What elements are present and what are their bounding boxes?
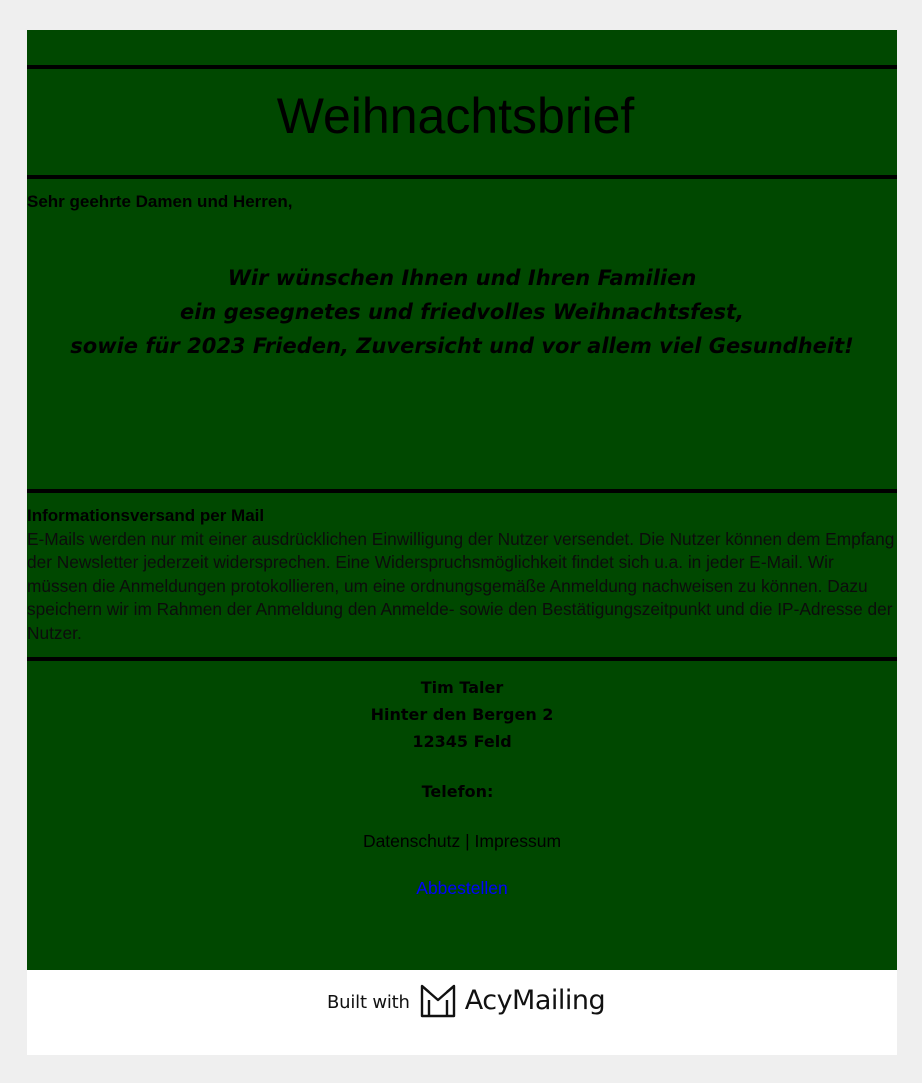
info-heading: Informationsversand per Mail [27,506,265,525]
divider-footer [27,657,897,661]
legal-links [27,829,897,853]
christmas-greeting [27,261,897,363]
brand-name: AcyMailing [464,985,606,1016]
sender-address [27,674,897,755]
privacy-link[interactable]: Datenschutz [362,831,461,851]
greeting-line: Wir wünschen Ihnen und Ihren Familien [227,266,697,290]
info-text: E-Mails werden nur mit einer ausdrücklichen Einwilligung der Nutzer versendet. Die Nutzer können dem Empfang der Newsletter jederzeit widersprechen. Eine Widerspruchsmöglichkeit findet sich u.a. in jeder E-Mail. Wir müssen die Anmeldungen protokollieren, um eine ordnungsgemäße Anmeldung nachweisen zu können. Dazu speichern wir im Rahmen der Anmeldung den Anmelde- sowie den Bestätigungszeitpunkt und die IP-Adresse der Nutzer. [27,529,895,643]
imprint-link[interactable]: Impressum [474,831,562,851]
sender-street: Hinter den Bergen 2 [370,705,554,724]
unsubscribe-row [27,876,897,900]
greeting-line: ein gesegnetes und friedvolles Weihnachtsfest, [180,300,744,324]
acymailing-logo-icon [419,983,457,1019]
divider-top [27,65,897,69]
acymailing-branding[interactable] [327,982,605,1020]
sender-city: 12345 Feld [412,732,512,751]
greeting-line: sowie für 2023 Frieden, Zuversicht und vor allem viel Gesundheit! [70,334,854,358]
unsubscribe-link[interactable]: Abbestellen [416,878,508,898]
phone-label: Telefon: [421,782,494,801]
divider-header [27,175,897,179]
page-title: Weihnachtsbrief [276,88,635,144]
link-separator: | [465,831,470,851]
salutation: Sehr geehrte Damen und Herren, [27,192,293,211]
sender-name: Tim Taler [420,678,504,697]
divider-info [27,489,897,493]
email-container [27,30,897,1055]
built-with-label: Built with [327,991,410,1013]
newsletter-body [27,30,897,970]
